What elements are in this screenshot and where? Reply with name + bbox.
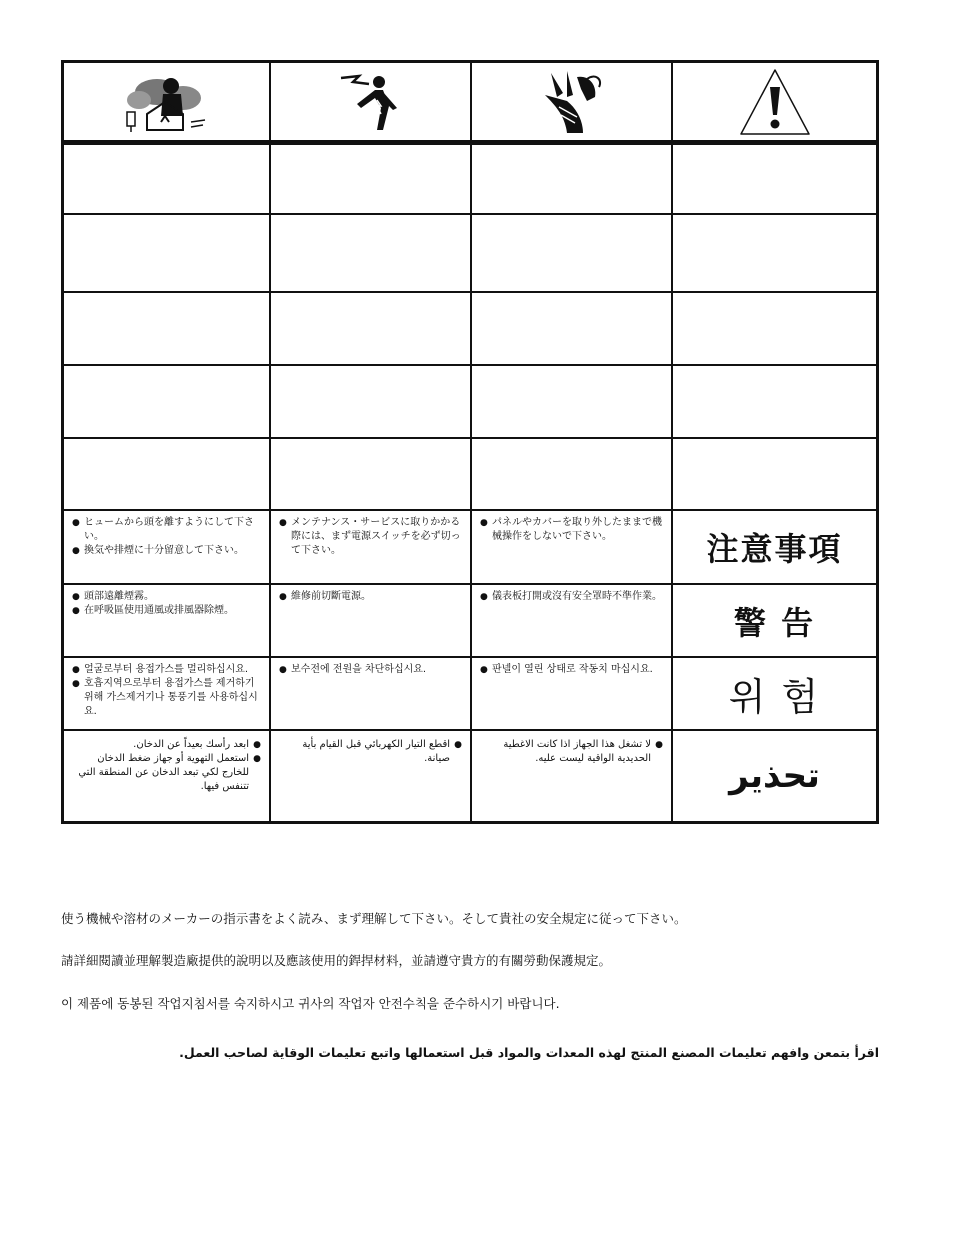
list-item: ● اقطع التيار الكهربائي قبل القيام بأية صيانة. <box>277 738 462 766</box>
list-item: ● 보수전에 전원을 차단하십시요. <box>279 663 464 677</box>
warning-label: تحذير <box>729 756 820 796</box>
row-divider <box>64 291 876 293</box>
list-item: ● 頭部遠離煙霧。 <box>72 590 263 604</box>
korean-notice: 이 제품에 동봉된 작업지침서를 숙지하시고 귀사의 작업자 안전수칙을 준수하시기 바랍니다. <box>61 996 560 1011</box>
row-divider <box>64 437 876 439</box>
fume-hazard-cell <box>64 63 269 140</box>
list-item: ● 換気や排煙に十分留意して下さい。 <box>72 544 263 558</box>
chinese-label-cell <box>673 585 876 656</box>
japanese-shock-cell <box>271 511 470 583</box>
arabic-label-cell <box>673 731 876 821</box>
list-item: ● 얼굴로부터 용접가스를 멀리하십시요. <box>72 663 263 677</box>
safety-table <box>61 60 879 824</box>
arabic-shock-cell <box>271 731 470 821</box>
korean-label-cell <box>673 658 876 729</box>
warning-label: 警 告 <box>733 603 816 642</box>
korean-shock-cell <box>271 658 470 729</box>
korean-fume-cell <box>64 658 269 729</box>
list-item: ● لا تشغل هذا الجهاز اذا كانت الاغطية الحديدية الواقية ليست عليه. <box>478 738 663 766</box>
warning-label: 注意事項 <box>706 530 843 568</box>
list-item: ● 판넬이 열린 상태로 작동치 마십시요. <box>480 663 665 677</box>
warning-label: 위 험 <box>728 675 821 719</box>
japanese-fume-cell <box>64 511 269 583</box>
list-item: ● メンテナンス・サービスに取りかかる際には、まず電源スイッチを必ず切って下さい。 <box>279 516 464 558</box>
chinese-shock-cell <box>271 585 470 656</box>
arabic-parts-cell <box>472 731 671 821</box>
list-item: ● 호흡지역으로부터 용접가스를 제거하기 위해 가스제거기나 통풍기를 사용하십시요. <box>72 677 263 719</box>
list-item: ● 維修前切斷電源。 <box>279 590 464 604</box>
chinese-notice: 請詳細閱讀並理解製造廠提供的說明以及應該使用的銲捍材料，並請遵守貴方的有關勞動保護規定。 <box>61 953 612 968</box>
electric-shock-cell <box>271 63 470 140</box>
japanese-parts-cell <box>472 511 671 583</box>
fume-hazard-icon <box>117 70 217 134</box>
list-item: ● استعمل التهوية أو جهاز ضغط الدخان للخارج لكي تبعد الدخان عن المنطقة التي تتنفس فيها. <box>70 752 261 794</box>
warning-triangle-icon <box>738 67 812 137</box>
warning-cell <box>673 63 876 140</box>
japanese-label-cell <box>673 511 876 583</box>
moving-parts-icon <box>537 67 607 137</box>
chinese-parts-cell <box>472 585 671 656</box>
row-divider <box>64 364 876 366</box>
list-item: ● ابعد رأسك بعيداً عن الدخان. <box>70 738 261 752</box>
list-item: ● 在呼吸區使用通風或排風器除煙。 <box>72 604 263 618</box>
header-divider <box>64 140 876 145</box>
list-item: ● パネルやカバーを取り外したままで機械操作をしないで下さい。 <box>480 516 665 544</box>
arabic-fume-cell <box>64 731 269 821</box>
list-item: ● ヒュームから頭を離すようにして下さい。 <box>72 516 263 544</box>
electric-shock-icon <box>331 70 411 134</box>
list-item: ● 儀表板打開或沒有安全罩時不準作業。 <box>480 590 665 604</box>
arabic-notice: اقرأ بتمعن وافهم تعليمات المصنع المنتج لهذه المعدات والمواد قبل استعمالها واتبع تعليمات الوقاية لصاحب العمل. <box>179 1045 879 1060</box>
chinese-fume-cell <box>64 585 269 656</box>
moving-parts-cell <box>472 63 671 140</box>
row-divider <box>64 213 876 215</box>
japanese-notice: 使う機械や溶材のメーカーの指示書をよく読み、まず理解して下さい。そして貴社の安全規定に従って下さい。 <box>61 911 687 926</box>
korean-parts-cell <box>472 658 671 729</box>
